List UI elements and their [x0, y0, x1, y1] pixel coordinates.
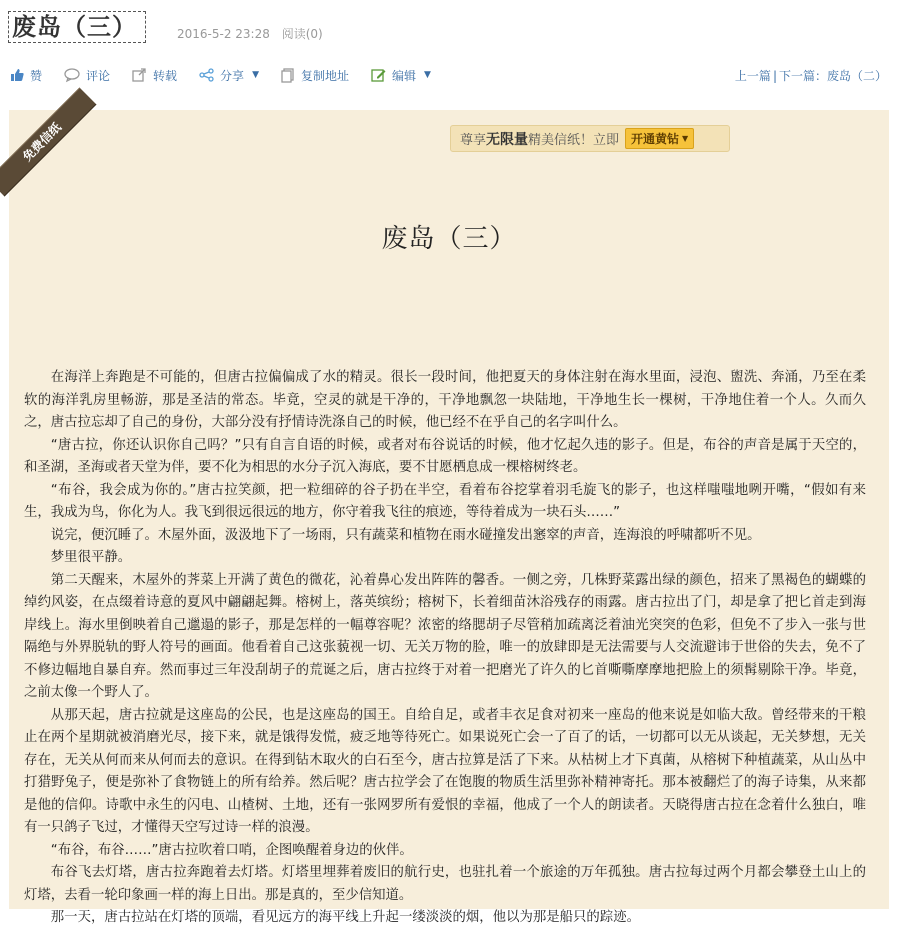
next-post-link[interactable]: 下一篇：废岛（二）	[778, 69, 887, 83]
repost-label: 转载	[153, 68, 178, 83]
article-paragraph: “布谷，布谷……”唐古拉吹着口哨，企图唤醒着身边的伙伴。	[50, 842, 413, 858]
article-paragraph: 在海洋上奔跑是不可能的，但唐古拉偏偏成了水的精灵。很长一段时间，他把夏天的身体注射在海水里面，浸泡、盥洗、奔涌，乃至在柔软的海洋乳房里畅游，那是圣洁的常态。毕竟，空灵的就是干净的，干净地飘忽一块陆地，干净地生长一棵树，干净地住着一个人。久而久之，唐古拉忘却了自己的身份，大部分没有抒情诗洗涤自己的时候，他已经不在乎自己的名字叫什么。	[24, 370, 866, 430]
article-paragraph: 梦里很平静。	[50, 550, 132, 565]
chevron-down-icon[interactable]: ▼	[424, 70, 431, 80]
action-toolbar	[10, 66, 453, 84]
copy-icon	[281, 68, 295, 83]
post-navigation: 上一篇 | 下一篇：废岛（二）	[734, 69, 887, 83]
promo-banner[interactable]	[450, 125, 730, 152]
repost-icon	[132, 68, 147, 82]
read-count: 阅读(0)	[281, 27, 323, 41]
article-paragraph: 那一天，唐古拉站在灯塔的顶端，看见远方的海平线上升起一缕淡淡的烟，他以为那是船只的踪迹。	[50, 910, 640, 925]
comment-button[interactable]	[64, 67, 110, 84]
free-paper-ribbon	[9, 110, 99, 200]
promo-text-post: 精美信纸！立即	[528, 133, 620, 148]
chevron-down-icon[interactable]: ▼	[252, 70, 259, 80]
edit-button[interactable]	[371, 67, 431, 84]
edit-label: 编辑	[392, 68, 417, 83]
share-button[interactable]	[199, 67, 259, 84]
like-button[interactable]	[10, 67, 42, 84]
letter-paper	[9, 110, 889, 925]
ribbon-label: 免费信纸	[0, 88, 96, 197]
copy-link-button[interactable]	[281, 67, 349, 84]
open-vip-button[interactable]	[625, 128, 694, 149]
copy-link-label: 复制地址	[300, 68, 349, 83]
edit-icon	[371, 68, 386, 83]
article-paragraph: 第二天醒来，木屋外的荠菜上开满了黄色的微花，沁着鼻心发出阵阵的馨香。一侧之旁，几株野菜露出绿的颜色，招来了黑褐色的蝴蝶的绰约风姿，在点缀着诗意的夏风中翩翩起舞。榕树上，落英缤纷；榕树下，长着细苗沐浴残存的雨露。唐古拉出了门，却是拿了把匕首走到海岸线上。海水里倒映着自己邋遢的影子，那是怎样的一幅尊容呢？浓密的络腮胡子尽管稍加疏离泛着油光突突的色彩，但免不了步入一张与世隔绝与外界脱轨的野人符号的画面。他看着自己这张藐视一切、无关万物的脸，唯一的放肆即是无法需要与人交流避讳于世俗的失去，免不了不修边幅地自暴自弃。然而事过三年没刮胡子的荒诞之后，唐古拉终于对着一把磨光了许久的匕首嘶嘶摩摩地把脸上的须髯剔除干净。毕竟，之前太像一个野人了。	[24, 572, 866, 700]
prev-post-link[interactable]: 上一篇	[734, 69, 771, 83]
post-date: 2016-5-2 23:28	[177, 27, 270, 41]
post-meta	[177, 25, 331, 42]
like-label: 赞	[30, 68, 43, 83]
share-label: 分享	[220, 68, 245, 83]
repost-button[interactable]	[132, 67, 177, 84]
promo-text-pre: 尊享	[460, 133, 487, 148]
open-vip-label: 开通黄钻	[631, 132, 680, 146]
comment-icon	[64, 68, 80, 82]
chevron-down-icon: ▼	[682, 134, 689, 143]
promo-text-bold: 无限量	[486, 131, 529, 148]
article-paragraph: 说完，便沉睡了。木屋外面，汲汲地下了一场雨，只有蔬菜和植物在雨水碰撞发出窸窣的声音，连海浪的呼啸都听不见。	[50, 527, 761, 543]
article-paragraph: 布谷飞去灯塔，唐古拉奔跑着去灯塔。灯塔里埋葬着废旧的航行史，也驻扎着一个旅途的万年孤独。唐古拉每过两个月都会攀登土山上的灯塔，去看一轮印象画一样的海上日出。那是真的，至少信知道。	[24, 865, 866, 903]
thumbs-up-icon	[10, 68, 24, 82]
article-paragraph: “唐古拉，你还认识你自己吗？”只有自言自语的时候，或者对布谷说话的时候，他才忆起久违的影子。但是，布谷的声音是属于天空的，和圣湖，圣海或者天堂为伴，要不化为相思的水分子沉入海底，要不甘愿栖息成一棵榕树终老。	[24, 437, 866, 475]
page-title: 废岛（三）	[12, 13, 137, 41]
article-paragraph: 从那天起，唐古拉就是这座岛的公民，也是这座岛的国王。自给自足，或者丰衣足食对初来一座岛的他来说是如临大敌。曾经带来的干粮止在两个星期就被消磨光尽，接下来，就是饿得发慌，疲乏地等待死亡。如果说死亡会一了百了的话，一切都可以无从谈起，无关梦想，无关存在，无关从何而来从何而去的意识。在得到钻木取火的白石至今，唐古拉算是活了下来。从枯树上才下真菌，从榕树下种植蔬菜，从山丛中打猎野兔子，便是弥补了食物链上的所有给养。然后呢？唐古拉学会了在饱腹的物质生活里弥补精神寄托。那本被翻烂了的海子诗集，从来都是他的信仰。诗歌中永生的闪电、山楂树、土地，还有一张网罗所有爱恨的幸福，他成了一个人的朗读者。天晓得唐古拉在念着什么独白，唯有一只鸽子飞过，才懂得天空写过诗一样的浪漫。	[24, 707, 866, 835]
article-paragraph: “布谷，我会成为你的。”唐古拉笑颜，把一粒细碎的谷子扔在半空，看着布谷挖掌着羽毛旋飞的影子，也这样嗤嗤地咧开嘴，“假如有来生，我成为鸟，你化为人。我飞到很远很远的地方，你守着我飞往的痕迹，等待着成为一块石头……”	[24, 482, 866, 520]
article-body	[24, 367, 866, 930]
article-title: 废岛（三）	[381, 224, 517, 254]
comment-label: 评论	[86, 68, 111, 83]
share-icon	[199, 68, 214, 82]
